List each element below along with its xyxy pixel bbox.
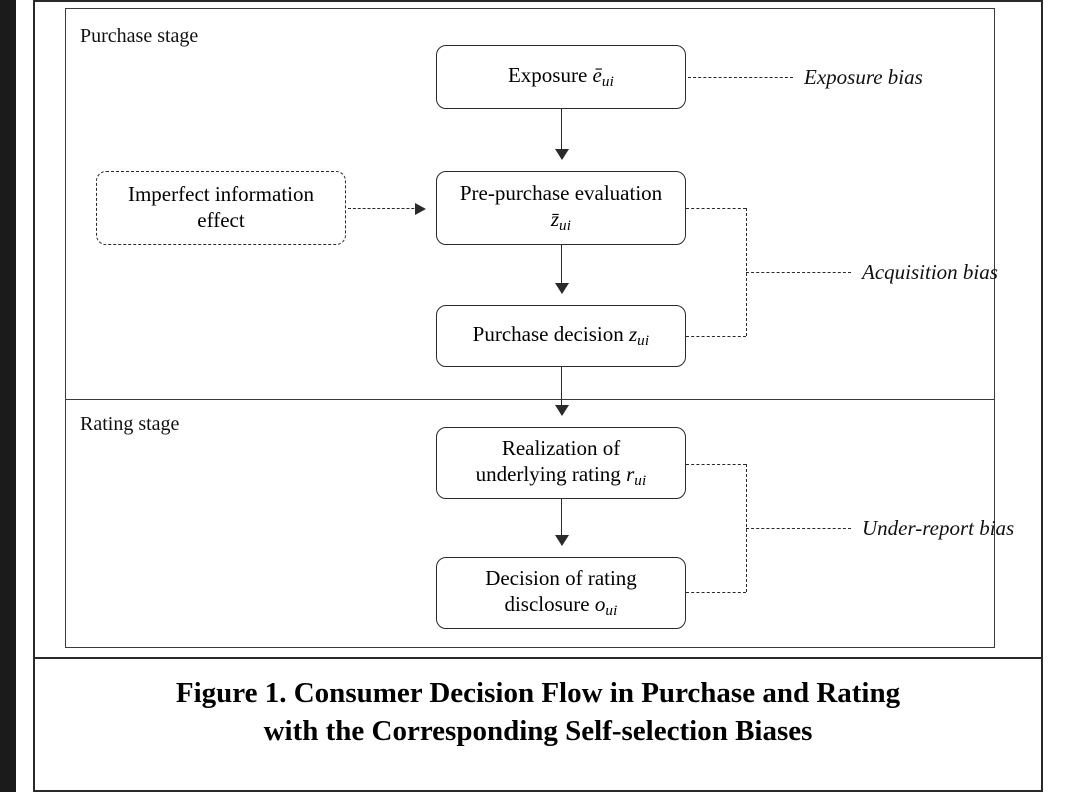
connector-acquisition-bottom xyxy=(686,336,746,337)
purchase-stage-label: Purchase stage xyxy=(80,25,199,47)
node-disclosure-line2: disclosure xyxy=(504,591,590,616)
arrow-pre-purchase-to-purchase-decision xyxy=(561,245,562,293)
figure-caption xyxy=(75,674,1001,751)
node-purchase-decision-symbol: z xyxy=(628,321,638,346)
connector-under-report-label xyxy=(746,528,851,529)
connector-acquisition-label xyxy=(746,272,851,273)
node-purchase-decision xyxy=(436,305,686,367)
node-realization-line1: Realization of xyxy=(501,436,621,461)
node-exposure-subscript: ui xyxy=(601,73,615,90)
node-pre-purchase-line1: Pre-purchase evaluation xyxy=(459,181,663,206)
connector-exposure-bias xyxy=(688,77,793,78)
node-purchase-decision-subscript: ui xyxy=(637,332,650,349)
node-realization-symbol: r xyxy=(626,461,635,486)
node-realization-line2: underlying rating xyxy=(475,461,621,486)
node-imperfect-information-effect xyxy=(96,171,346,245)
node-purchase-decision-text: Purchase decision xyxy=(472,321,624,346)
rating-stage-label: Rating stage xyxy=(80,413,180,435)
caption-divider xyxy=(35,657,1041,659)
page-edge-bar xyxy=(0,0,16,792)
node-pre-purchase-evaluation xyxy=(436,171,686,245)
label-exposure-bias: Exposure bias xyxy=(804,65,923,89)
node-disclosure-symbol: o xyxy=(594,591,606,616)
arrow-imperfect-info-to-pre-purchase xyxy=(348,208,424,209)
node-realization-underlying-rating xyxy=(436,427,686,499)
figure-frame xyxy=(33,0,1043,792)
connector-under-report-top xyxy=(686,464,746,465)
stage-divider xyxy=(66,399,994,400)
arrow-realization-to-disclosure xyxy=(561,499,562,545)
node-exposure-text: Exposure xyxy=(507,62,588,87)
label-under-report-bias: Under-report bias xyxy=(862,516,1015,540)
connector-under-report-bottom xyxy=(686,592,746,593)
node-imperfect-line2: effect xyxy=(197,208,245,232)
label-acquisition-bias: Acquisition bias xyxy=(862,260,998,284)
diagram-container xyxy=(65,8,1015,648)
node-disclosure-line1: Decision of rating xyxy=(485,566,637,591)
node-exposure xyxy=(436,45,686,109)
connector-acquisition-top xyxy=(686,208,746,209)
figure-caption-line2: with the Corresponding Self-selection Biases xyxy=(263,715,813,748)
node-pre-purchase-subscript: ui xyxy=(559,217,572,234)
node-realization-subscript: ui xyxy=(634,472,647,489)
node-rating-disclosure-decision xyxy=(436,557,686,629)
figure-caption-line1: Figure 1. Consumer Decision Flow in Purchase and Rating xyxy=(175,677,901,709)
arrow-exposure-to-pre-purchase xyxy=(561,109,562,159)
node-disclosure-subscript: ui xyxy=(605,602,618,619)
arrow-purchase-decision-to-realization xyxy=(561,367,562,415)
node-exposure-symbol: ē xyxy=(592,62,602,87)
node-pre-purchase-symbol: z̄ xyxy=(550,206,560,231)
node-imperfect-line1: Imperfect information xyxy=(127,182,314,207)
